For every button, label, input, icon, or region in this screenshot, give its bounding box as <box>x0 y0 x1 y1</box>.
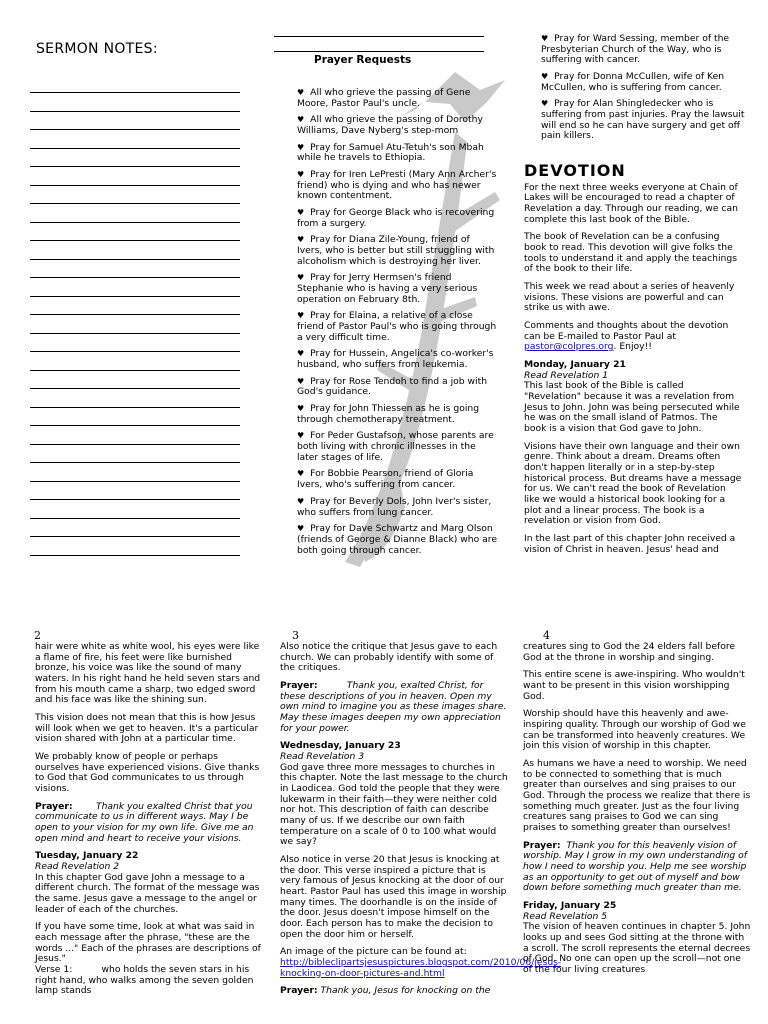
p3-wednesday-2: Also notice in verse 20 that Jesus is knocking at the door. This verse inspired a picture that is very famous of Jesus knocking at the door of our heart. Pastor Paul has used this image in worship many times. The doorhandle is on the inside of the door. Jesus doesn't impose himself on the door. Each person has to make the decision to open the door him or herself. <box>280 854 507 940</box>
prayer-item: ♥ For Bobbie Pearson, friend of Gloria Ivers, who's suffering from cancer. <box>297 468 474 491</box>
prayer-list-right <box>541 34 747 148</box>
prayer-item: ♥ Pray for Iren LePresti (Mary Ann Archer's friend) who is dying and who has newer known contentment. <box>297 169 497 202</box>
note-line[interactable] <box>30 296 240 297</box>
page-number-2: 2 <box>34 629 41 642</box>
prayer-item: ♥ Pray for Elaina, a relative of a close friend of Pastor Paul's who is going through a very difficult time. <box>297 310 497 343</box>
devotion-intro-1: For the next three weeks everyone at Chain of Lakes will be encouraged to read a chapter of Revelation a day. Through our reading, we can complete this last book of the Bible. <box>524 181 738 225</box>
friday-reading: Read Revelation 5 <box>523 910 608 922</box>
pastor-email-link[interactable]: pastor@colpres.org <box>524 341 614 353</box>
note-line[interactable] <box>30 111 240 112</box>
prayer-item: ♥ Pray for George Black who is recovering from a surgery. <box>297 207 495 229</box>
heart-bullet-icon: ♥ <box>297 115 305 125</box>
devotion-intro-3: This week we read about a series of heavenly visions. These visions are powerful and can strike us with awe. <box>524 280 735 314</box>
note-line[interactable] <box>30 240 240 241</box>
p4-paragraph-1: creatures sing to God the 24 elders fall before God at the throne in worship and singing. <box>523 641 736 663</box>
p4-prayer: Prayer: Thank you for this heavenly vision of worship. May I grow in my own understanding of how I need to worship you. Help me see worship as an opportunity to get out of myself and bow down before something much greater than me. <box>523 839 748 894</box>
devotion-title: DEVOTION <box>524 161 626 180</box>
note-line[interactable] <box>30 333 240 334</box>
p3-wednesday-3: An image of the picture can be found at: <box>280 946 467 958</box>
note-line[interactable] <box>30 499 240 500</box>
note-line[interactable] <box>30 518 240 519</box>
heart-bullet-icon: ♥ <box>541 34 549 43</box>
p2-prayer: Prayer: Thank you exalted Christ that you communicate to us in different ways. May I be open to your vision for my own life. Give me an open mind and heart to receive your visions. <box>35 800 254 844</box>
heart-bullet-icon: ♥ <box>297 376 305 386</box>
prayer-item: ♥ Pray for Alan Shingledecker who is suffering from past injuries. Pray the lawsuit will end so he can have surgery and get off pain killers. <box>541 98 745 142</box>
friday-heading: Friday, January 25 <box>523 900 617 912</box>
heart-bullet-icon: ♥ <box>297 170 305 180</box>
sermon-notes-title: SERMON NOTES: <box>36 41 158 57</box>
monday-paragraph-2: Visions have their own language and their own genre. Think about a dream. Dreams often don't happen literally or in a step-by-step historical process. But dreams have a message for us. We can't read the book of Revelation like we would a historical book looking for a plot and a linear process. The book is a revelation or vision from God. <box>524 440 742 527</box>
tuesday-reading: Read Revelation 2 <box>35 861 120 873</box>
heart-bullet-icon: ♥ <box>297 349 305 359</box>
page-4-column <box>523 642 751 983</box>
jesus-picture-link[interactable]: http://bibleclipartsjesuspictures.blogspot.com/2010/06/jesus- knocking-on-door-pictures-and.html <box>280 957 562 979</box>
p2-verse-1: Verse 1: who holds the seven stars in his right hand, who walks among the seven golden lamp stands <box>35 964 254 997</box>
p4-friday-1: The vision of heaven continues in chapter 5. John looks up and sees God sitting at the throne with a scroll. The scroll represents the eternal decrees of God. No one can open up the scroll—not one of the four living creatures <box>523 921 751 976</box>
heart-bullet-icon: ♥ <box>297 404 305 414</box>
note-line[interactable] <box>30 407 240 408</box>
heart-bullet-icon: ♥ <box>297 311 305 321</box>
note-line[interactable] <box>30 462 240 463</box>
monday-paragraph-1: This last book of the Bible is called "Revelation" because it was a revelation from Jesus to John. John was being persecuted while he was on the small island of Patmos. The book is a vision that God gave to John. <box>524 380 740 434</box>
note-line[interactable] <box>30 536 240 537</box>
note-line[interactable] <box>30 444 240 445</box>
prayer-item: ♥ Pray for Dave Schwartz and Marg Olson (friends of George & Dianne Black) who are both going through cancer. <box>297 523 498 556</box>
heart-bullet-icon: ♥ <box>297 524 305 534</box>
prayer-item: ♥ Pray for Ward Sessing, member of the Presbyterian Church of the Way, who is suffering with cancer. <box>541 33 730 66</box>
prayer-item: ♥ Pray for Hussein, Angelica's co-worker's husband, who suffers from leukemia. <box>297 348 494 371</box>
heart-bullet-icon: ♥ <box>297 469 305 479</box>
monday-reading: Read Revelation 1 <box>524 369 609 381</box>
prayer-item: ♥ Pray for Diana Zile-Young, friend of Ivers, who is better but still struggling with alcoholism which is destroying her liver. <box>297 234 495 267</box>
note-line[interactable] <box>30 555 240 556</box>
heart-bullet-icon: ♥ <box>297 431 305 441</box>
prayer-item: ♥ Pray for Donna McCullen, wife of Ken McCullen, who is suffering from cancer. <box>541 71 725 93</box>
prayer-item: ♥ For Peder Gustafson, whose parents are both living with chronic illnesses in the later stages of life. <box>297 430 494 463</box>
note-line[interactable] <box>30 314 240 315</box>
devotion-intro-2: The book of Revelation can be a confusing book to read. This devotion will give folks the tools to understand it and apply the teachings of the book to their life. <box>524 231 737 275</box>
wednesday-heading: Wednesday, January 23 <box>280 740 401 752</box>
p3-paragraph-1: Also notice the critique that Jesus gave to each church. We can probably identify with some of the critiques. <box>280 641 498 674</box>
p2-tuesday-1: In this chapter God gave John a message to a different church. The format of the message was the same. Jesus gave a message to the angel or leader of each of the churches. <box>35 871 260 915</box>
note-line[interactable] <box>30 185 240 186</box>
p3-prayer: Prayer: Thank you, exalted Christ, for these descriptions of you in heaven. Open my own mind to imagine you as these images share. May these images deepen my own appreciation for your power. <box>280 680 507 734</box>
note-line[interactable] <box>30 277 240 278</box>
heart-bullet-icon: ♥ <box>297 88 305 97</box>
note-line[interactable] <box>30 129 240 130</box>
prayer-item: ♥ All who grieve the passing of Gene Moore, Pastor Paul's uncle. <box>297 87 471 109</box>
prayer-top-rule-2 <box>274 51 484 52</box>
prayer-item: ♥ Pray for Rose Tendoh to find a job with God's guidance. <box>297 375 488 398</box>
devotion-intro-4: Comments and thoughts about the devotion can be E-mailed to Pastor Paul at pastor@colpres.org. Enjoy!! <box>524 319 729 353</box>
monday-heading: Monday, January 21 <box>524 358 626 370</box>
p4-paragraph-2: This entire scene is awe-inspiring. Who wouldn't want to be present in this vision worshipping God. <box>523 669 745 702</box>
p2-paragraph-1: hair were white as white wool, his eyes were like a flame of fire, his feet were like burnished bronze, his voice was like the sound of many waters. In his right hand he held seven stars and from his mouth came a sharp, two edged sword and his face was like the shining sun. <box>35 641 261 706</box>
p2-paragraph-3: We probably know of people or perhaps ourselves have experienced visions. Give thanks to God that God communicates to us through visions. <box>35 751 260 795</box>
note-line[interactable] <box>30 148 240 149</box>
prayer-requests-title: Prayer Requests <box>314 54 412 66</box>
note-line[interactable] <box>30 351 240 352</box>
note-line[interactable] <box>30 203 240 204</box>
note-line[interactable] <box>30 425 240 426</box>
note-line[interactable] <box>30 388 240 389</box>
heart-bullet-icon: ♥ <box>297 208 305 218</box>
p3-wednesday-1: God gave three more messages to churches in this chapter. Note the last message to the church in Laodicea. God told the people that they were lukewarm in their faith—they were neither cold nor hot. This description of faith can describe many of us. If we describe our own faith temperature on a scale of 0 to 100 what would we say? <box>280 761 508 848</box>
page-number-3: 3 <box>292 629 299 642</box>
prayer-item: ♥ Pray for Samuel Atu-Tetuh's son Mbah while he travels to Ethiopia. <box>297 141 484 164</box>
heart-bullet-icon: ♥ <box>297 496 305 506</box>
note-line[interactable] <box>30 166 240 167</box>
p4-paragraph-3: Worship should have this heavenly and awe-inspiring quality. Through our worship of God we can be transformed into heavenly creatures. We join this vision of worship in this chapter. <box>523 708 746 752</box>
heart-bullet-icon: ♥ <box>297 235 305 245</box>
prayer-list-left <box>297 88 497 562</box>
wednesday-reading: Read Revelation 3 <box>280 751 365 763</box>
heart-bullet-icon: ♥ <box>541 99 549 109</box>
heart-bullet-icon: ♥ <box>541 72 549 82</box>
prayer-item: ♥ Pray for Beverly Dols, John Iver's sister, who suffers from lung cancer. <box>297 495 492 518</box>
devotion-section <box>524 162 742 562</box>
p2-tuesday-2: If you have some time, look at what was said in each message after the phrase, "these are the words ..." Each of the phrases are descriptions of Jesus." <box>35 921 261 965</box>
page-2-column <box>35 642 263 997</box>
p3-prayer-2: Prayer: Thank you, Jesus for knocking on the <box>280 985 491 997</box>
p4-paragraph-4: As humans we have a need to worship. We need to be connected to something that is much greater than ourselves and sing praises to our God. Through the process we realize that there is something much greater. Just as the four living creatures sang praises to God we can sing praises to something greater than ourselves! <box>523 758 751 834</box>
page-number-4: 4 <box>543 629 550 642</box>
p2-paragraph-2: This vision does not mean that this is how Jesus will look when we get to heaven. It's a particular vision shared with John at a particular time. <box>35 712 259 745</box>
note-line[interactable] <box>30 481 240 482</box>
note-line[interactable] <box>30 370 240 371</box>
prayer-item: ♥ Pray for John Thiessen as he is going through chemotherapy treatment. <box>297 403 480 425</box>
prayer-item: ♥ Pray for Jerry Hermsen's friend Stephanie who is having a very serious operation on February 8th. <box>297 272 478 305</box>
prayer-top-rule <box>274 36 484 37</box>
note-line[interactable] <box>30 259 240 260</box>
heart-bullet-icon: ♥ <box>297 273 305 283</box>
monday-paragraph-3: In the last part of this chapter John received a vision of Christ in heaven. Jesus' head and <box>524 533 736 555</box>
prayer-item: ♥ All who grieve the passing of Dorothy Williams, Dave Nyberg's step-mom <box>297 114 483 137</box>
tuesday-heading: Tuesday, January 22 <box>35 850 139 862</box>
heart-bullet-icon: ♥ <box>297 142 305 152</box>
note-line[interactable] <box>30 92 240 93</box>
note-line[interactable] <box>30 222 240 223</box>
page-3-column <box>280 641 562 1004</box>
